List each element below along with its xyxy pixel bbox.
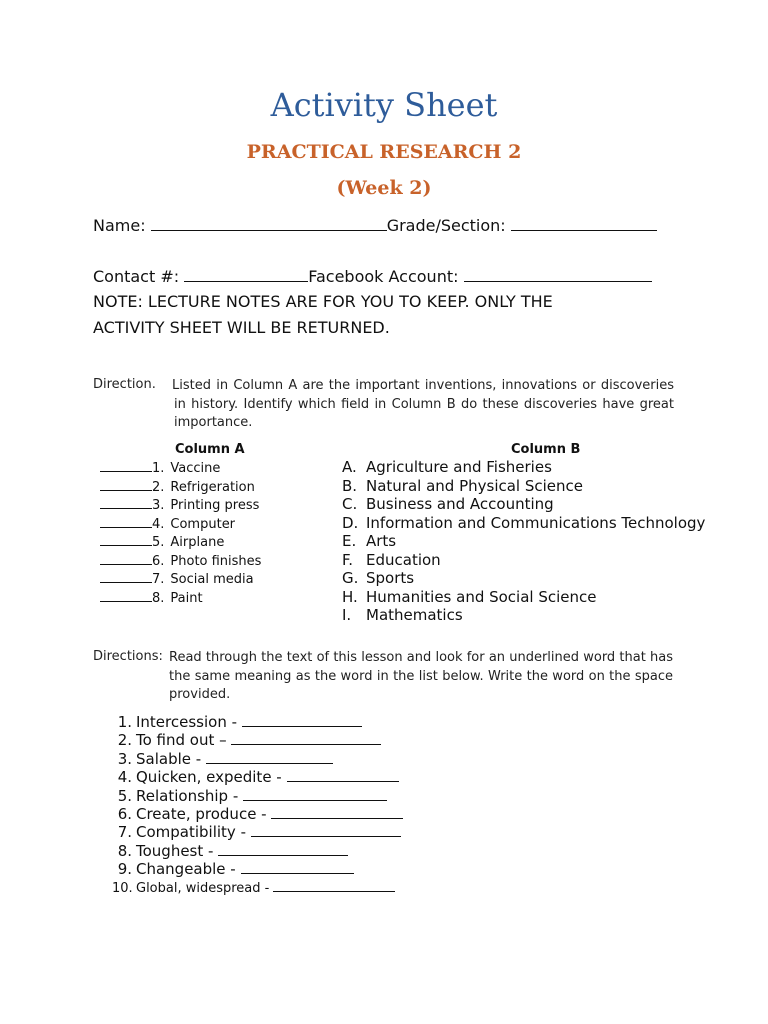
item-text: Paint [170, 590, 203, 606]
column-a-item [100, 515, 261, 534]
answer-blank[interactable] [100, 552, 152, 565]
answer-blank[interactable] [100, 496, 152, 509]
answer-blank[interactable] [241, 861, 354, 874]
name-label: Name: [93, 216, 146, 235]
item-letter: B. [342, 476, 358, 495]
column-b-title: Column B [511, 442, 581, 457]
column-b-item [342, 458, 705, 477]
item-text: Changeable - [136, 860, 241, 879]
vocabulary-item [112, 750, 403, 768]
column-a-item [100, 552, 261, 571]
item-number: 1. [152, 461, 165, 476]
item-text: Global, widespread - [136, 880, 274, 896]
note-line-2: ACTIVITY SHEET WILL BE RETURNED. [93, 318, 390, 337]
item-text: Printing press [170, 498, 260, 513]
vocabulary-item [112, 713, 403, 731]
answer-blank[interactable] [242, 714, 362, 727]
item-text: Mathematics [366, 606, 463, 624]
answer-blank[interactable] [100, 570, 152, 583]
item-text: Compatibility - [136, 823, 251, 842]
item-text: Social media [170, 572, 254, 587]
item-text: Photo finishes [170, 553, 262, 569]
item-letter: F. [342, 550, 353, 569]
vocabulary-item [112, 823, 403, 841]
vocabulary-item [112, 842, 403, 860]
direction-label: Direction. [93, 377, 156, 392]
item-text: Information and Communications Technology [366, 513, 706, 532]
facebook-label: Facebook Account: [308, 267, 459, 286]
column-b-list [342, 458, 705, 625]
answer-blank[interactable] [287, 769, 399, 782]
answer-blank[interactable] [100, 515, 152, 528]
grade-section-field[interactable] [511, 218, 657, 231]
vocabulary-item [112, 805, 403, 823]
grade-label: Grade/Section: [386, 216, 506, 235]
answer-blank[interactable] [206, 751, 333, 764]
item-letter: E. [342, 532, 357, 550]
item-text: Humanities and Social Science [366, 587, 597, 606]
item-text: Business and Accounting [366, 495, 554, 513]
item-text: Natural and Physical Science [366, 476, 584, 495]
column-a-title: Column A [175, 442, 245, 457]
directions-label: Directions: [93, 649, 163, 664]
item-text: Relationship - [136, 786, 244, 805]
column-a-item [100, 459, 261, 478]
column-b-item [342, 551, 705, 570]
item-text: To find out – [136, 731, 232, 750]
column-a-item [100, 570, 261, 589]
item-text: Toughest - [136, 841, 219, 860]
item-letter: A. [342, 458, 357, 476]
answer-blank[interactable] [251, 824, 401, 837]
item-letter: I. [342, 606, 352, 624]
answer-blank[interactable] [100, 533, 152, 546]
contact-row [93, 267, 652, 286]
item-text: Salable - [136, 749, 206, 768]
item-text: Computer [170, 516, 236, 532]
item-number: 6. [117, 804, 132, 823]
item-number: 2. [117, 731, 132, 750]
item-number: 2. [152, 479, 165, 495]
answer-blank[interactable] [100, 589, 152, 602]
item-number: 7. [152, 572, 165, 587]
item-text: Quicken, expedite - [136, 768, 287, 787]
column-b-item [342, 588, 705, 607]
item-text: Refrigeration [170, 479, 255, 495]
item-number: 9. [117, 860, 132, 879]
item-number: 3. [152, 498, 165, 513]
item-text: Create, produce - [136, 804, 272, 823]
name-field[interactable] [151, 218, 387, 231]
vocabulary-item [112, 731, 403, 749]
column-a-item [100, 478, 261, 497]
contact-label: Contact #: [93, 267, 180, 286]
item-text: Intercession - [136, 713, 242, 731]
item-letter: G. [342, 569, 359, 587]
column-a-item [100, 589, 261, 608]
item-number: 5. [117, 786, 132, 805]
column-b-item [342, 495, 705, 514]
item-number: 3. [117, 749, 132, 768]
column-b-item [342, 514, 705, 533]
answer-blank[interactable] [100, 478, 152, 491]
item-text: Arts [366, 532, 397, 550]
vocabulary-item [112, 787, 403, 805]
item-number: 6. [152, 553, 165, 569]
answer-blank[interactable] [273, 879, 395, 892]
vocabulary-item [112, 768, 403, 786]
answer-blank[interactable] [271, 806, 403, 819]
item-letter: C. [342, 495, 358, 513]
directions-text: Read through the text of this lesson and look for an underlined word that has the same meaning as the word in the list below. Write the word on the space provided. [169, 650, 673, 702]
item-number: 1. [117, 713, 132, 731]
vocabulary-item [112, 860, 403, 878]
subject-title: PRACTICAL RESEARCH 2 [246, 141, 522, 163]
item-number: 4. [117, 768, 132, 787]
vocabulary-item [112, 879, 403, 897]
item-text: Education [366, 550, 441, 569]
column-a-list [100, 459, 261, 607]
answer-blank[interactable] [100, 459, 152, 472]
item-number: 8. [152, 590, 165, 606]
item-text: Sports [366, 569, 415, 587]
item-letter: H. [342, 587, 358, 606]
item-number: 10. [112, 880, 133, 896]
item-text: Airplane [170, 535, 225, 550]
column-b-item [342, 606, 705, 625]
name-row [93, 216, 657, 235]
column-a-item [100, 496, 261, 515]
answer-blank[interactable] [231, 732, 381, 745]
column-a-item [100, 533, 261, 552]
note-line-1: NOTE: LECTURE NOTES ARE FOR YOU TO KEEP. ONLY THE [93, 292, 553, 311]
item-number: 7. [117, 823, 132, 842]
item-text: Vaccine [170, 461, 221, 476]
contact-field[interactable] [184, 269, 308, 282]
item-number: 4. [152, 516, 165, 532]
column-b-item [342, 477, 705, 496]
direction-text: Listed in Column A are the important inventions, innovations or discoveries in history. Identify which field in Column B do these discoveries have great importance. [172, 378, 674, 430]
item-text: Agriculture and Fisheries [366, 458, 552, 476]
item-number: 8. [117, 841, 132, 860]
column-b-item [342, 532, 705, 551]
answer-blank[interactable] [243, 788, 387, 801]
item-letter: D. [342, 513, 359, 532]
week-label: (Week 2) [336, 177, 432, 199]
answer-blank[interactable] [218, 843, 348, 856]
vocabulary-list [112, 713, 403, 897]
item-number: 5. [152, 535, 165, 550]
facebook-field[interactable] [464, 269, 652, 282]
page-title: Activity Sheet [270, 86, 498, 124]
column-b-item [342, 569, 705, 588]
